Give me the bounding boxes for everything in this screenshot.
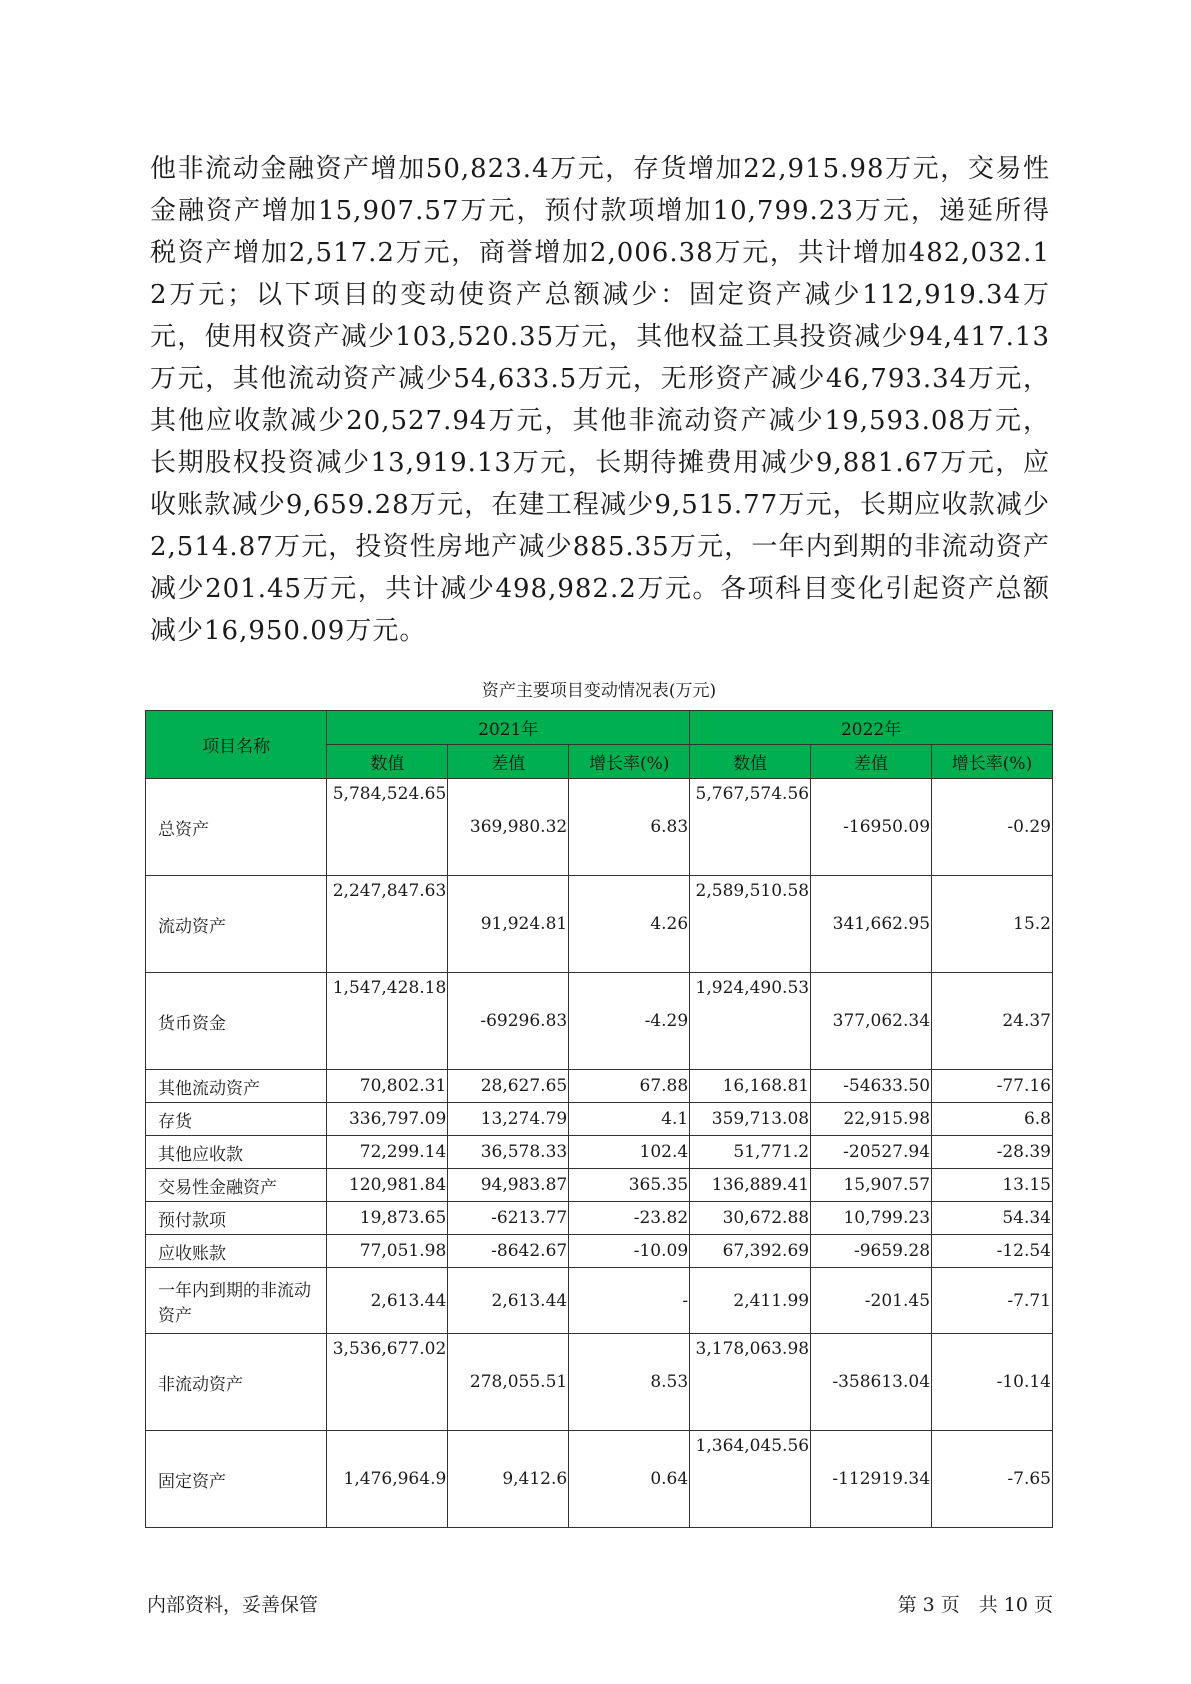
cell-r2: 54.34 xyxy=(932,1202,1053,1235)
cell-r2: -0.29 xyxy=(932,779,1053,876)
cell-d2: -112919.34 xyxy=(811,1431,932,1528)
table-row xyxy=(146,1070,1053,1103)
cell-d1: 91,924.81 xyxy=(448,876,569,973)
cell-r2: 6.8 xyxy=(932,1103,1053,1136)
cell-v2: 1,924,490.53 xyxy=(690,973,811,1070)
cell-r2: -7.71 xyxy=(932,1268,1053,1334)
table-row xyxy=(146,1431,1053,1528)
cell-d1: 94,983.87 xyxy=(448,1169,569,1202)
cell-r1: 4.1 xyxy=(569,1103,690,1136)
footer-page-number: 第 3 页 共 10 页 xyxy=(897,1594,1053,1616)
header-diff-2022: 差值 xyxy=(811,745,932,779)
row-item-name: 预付款项 xyxy=(146,1202,327,1235)
cell-v1: 5,784,524.65 xyxy=(327,779,448,876)
cell-r1: 67.88 xyxy=(569,1070,690,1103)
table-row xyxy=(146,1202,1053,1235)
cell-d1: -8642.67 xyxy=(448,1235,569,1268)
cell-r1: 4.26 xyxy=(569,876,690,973)
table-caption: 资产主要项目变动情况表(万元) xyxy=(481,681,717,701)
cell-r1: -10.09 xyxy=(569,1235,690,1268)
table-row xyxy=(146,1268,1053,1334)
cell-r1: 6.83 xyxy=(569,779,690,876)
cell-v2: 5,767,574.56 xyxy=(690,779,811,876)
header-value-2022: 数值 xyxy=(690,745,811,779)
cell-v1: 19,873.65 xyxy=(327,1202,448,1235)
cell-d1: 278,055.51 xyxy=(448,1334,569,1431)
cell-r2: 13.15 xyxy=(932,1169,1053,1202)
cell-r1: 8.53 xyxy=(569,1334,690,1431)
table-row xyxy=(146,1235,1053,1268)
row-item-name: 货币资金 xyxy=(146,973,327,1070)
cell-d2: -201.45 xyxy=(811,1268,932,1334)
cell-r2: 15.2 xyxy=(932,876,1053,973)
cell-d2: -9659.28 xyxy=(811,1235,932,1268)
cell-r2: 24.37 xyxy=(932,973,1053,1070)
table-row xyxy=(146,1136,1053,1169)
cell-d1: 9,412.6 xyxy=(448,1431,569,1528)
header-rate-2022: 增长率(%) xyxy=(932,745,1053,779)
table-row xyxy=(146,1334,1053,1431)
cell-r1: 0.64 xyxy=(569,1431,690,1528)
cell-d2: 15,907.57 xyxy=(811,1169,932,1202)
cell-v1: 120,981.84 xyxy=(327,1169,448,1202)
cell-v1: 2,613.44 xyxy=(327,1268,448,1334)
cell-d2: -16950.09 xyxy=(811,779,932,876)
asset-change-table xyxy=(145,710,1053,1528)
header-item-name: 项目名称 xyxy=(146,711,327,779)
row-item-name: 总资产 xyxy=(146,779,327,876)
cell-v2: 1,364,045.56 xyxy=(690,1431,811,1528)
row-item-name: 固定资产 xyxy=(146,1431,327,1528)
row-item-name: 其他应收款 xyxy=(146,1136,327,1169)
cell-d1: 2,613.44 xyxy=(448,1268,569,1334)
cell-d1: 36,578.33 xyxy=(448,1136,569,1169)
cell-d1: 13,274.79 xyxy=(448,1103,569,1136)
table-row xyxy=(146,1169,1053,1202)
cell-v2: 2,411.99 xyxy=(690,1268,811,1334)
header-diff-2021: 差值 xyxy=(448,745,569,779)
cell-v2: 30,672.88 xyxy=(690,1202,811,1235)
cell-v2: 51,771.2 xyxy=(690,1136,811,1169)
cell-v2: 2,589,510.58 xyxy=(690,876,811,973)
cell-r2: -12.54 xyxy=(932,1235,1053,1268)
cell-r1: -23.82 xyxy=(569,1202,690,1235)
cell-v1: 70,802.31 xyxy=(327,1070,448,1103)
cell-d2: 341,662.95 xyxy=(811,876,932,973)
cell-r1: 365.35 xyxy=(569,1169,690,1202)
cell-d2: 10,799.23 xyxy=(811,1202,932,1235)
table-row xyxy=(146,876,1053,973)
cell-v1: 72,299.14 xyxy=(327,1136,448,1169)
cell-v2: 16,168.81 xyxy=(690,1070,811,1103)
cell-v2: 67,392.69 xyxy=(690,1235,811,1268)
row-item-name: 应收账款 xyxy=(146,1235,327,1268)
row-item-name: 非流动资产 xyxy=(146,1334,327,1431)
cell-r1: -4.29 xyxy=(569,973,690,1070)
cell-d2: -54633.50 xyxy=(811,1070,932,1103)
footer-confidential-note: 内部资料，妥善保管 xyxy=(147,1594,319,1616)
cell-v1: 3,536,677.02 xyxy=(327,1334,448,1431)
row-item-name: 存货 xyxy=(146,1103,327,1136)
row-item-name: 一年内到期的非流动资产 xyxy=(146,1268,327,1334)
cell-r1: - xyxy=(569,1268,690,1334)
cell-d1: 28,627.65 xyxy=(448,1070,569,1103)
cell-v1: 77,051.98 xyxy=(327,1235,448,1268)
header-year-2022: 2022年 xyxy=(690,711,1053,745)
cell-d1: -6213.77 xyxy=(448,1202,569,1235)
row-item-name: 交易性金融资产 xyxy=(146,1169,327,1202)
table-row xyxy=(146,1103,1053,1136)
header-year-2021: 2021年 xyxy=(327,711,690,745)
cell-r2: -7.65 xyxy=(932,1431,1053,1528)
cell-d2: -358613.04 xyxy=(811,1334,932,1431)
cell-v1: 1,547,428.18 xyxy=(327,973,448,1070)
cell-v1: 1,476,964.9 xyxy=(327,1431,448,1528)
header-value-2021: 数值 xyxy=(327,745,448,779)
header-rate-2021: 增长率(%) xyxy=(569,745,690,779)
table-row xyxy=(146,779,1053,876)
cell-v1: 2,247,847.63 xyxy=(327,876,448,973)
cell-d1: 369,980.32 xyxy=(448,779,569,876)
cell-v2: 136,889.41 xyxy=(690,1169,811,1202)
cell-d2: -20527.94 xyxy=(811,1136,932,1169)
cell-r1: 102.4 xyxy=(569,1136,690,1169)
table-row xyxy=(146,973,1053,1070)
row-item-name: 其他流动资产 xyxy=(146,1070,327,1103)
cell-r2: -28.39 xyxy=(932,1136,1053,1169)
cell-r2: -77.16 xyxy=(932,1070,1053,1103)
cell-r2: -10.14 xyxy=(932,1334,1053,1431)
body-paragraph: 他非流动金融资产增加50,823.4万元，存货增加22,915.98万元，交易性金融资产增加15,907.57万元，预付款项增加10,799.23万元，递延所得税资产增加2,517.2万元，商誉增加2,006.38万元，共计增加482,032.12万元；以下项目的变动使资产总额减少：固定资产减少112,919.34万元，使用权资产减少103,520.35万元，其他权益工具投资减少94,417.13万元，其他流动资产减少54,633.5万元，无形资产减少46,793.34万元，其他应收款减少20,527.94万元，其他非流动资产减少19,593.08万元，长期股权投资减少13,919.13万元，长期待摊费用减少9,881.67万元，应收账款减少9,659.28万元，在建工程减少9,515.77万元，长期应收款减少2,514.87万元，投资性房地产减少885.35万元，一年内到期的非流动资产减少201.45万元，共计减少498,982.2万元。各项科目变化引起资产总额减少16,950.09万元。 xyxy=(150,154,1050,646)
cell-v1: 336,797.09 xyxy=(327,1103,448,1136)
cell-d2: 377,062.34 xyxy=(811,973,932,1070)
cell-v2: 359,713.08 xyxy=(690,1103,811,1136)
cell-d1: -69296.83 xyxy=(448,973,569,1070)
cell-d2: 22,915.98 xyxy=(811,1103,932,1136)
cell-v2: 3,178,063.98 xyxy=(690,1334,811,1431)
row-item-name: 流动资产 xyxy=(146,876,327,973)
